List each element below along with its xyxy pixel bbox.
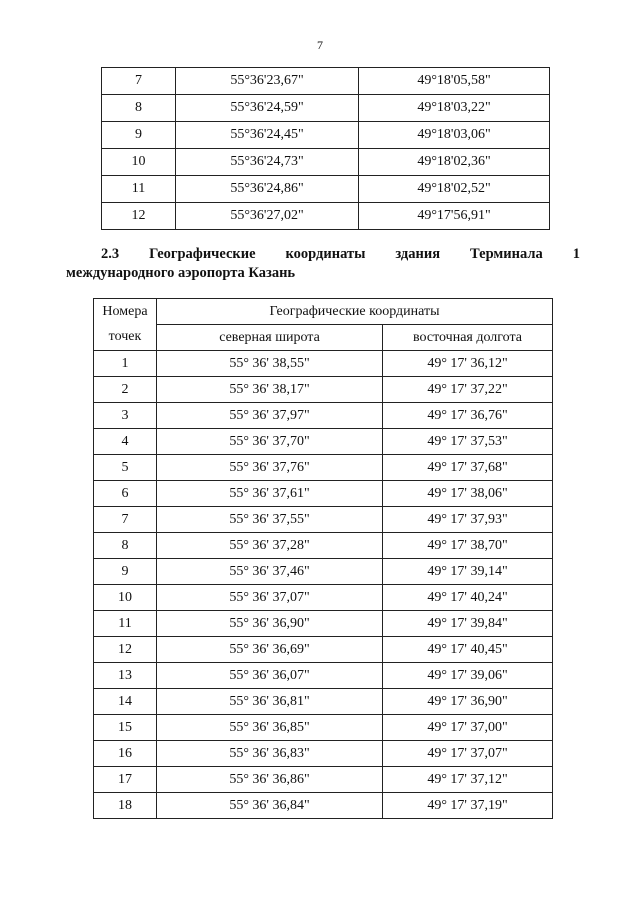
longitude-cell: 49°17'56,91" [359,203,550,230]
section-title-word: координаты [285,246,366,262]
table-row [94,715,553,741]
terminal-coordinates-table [93,298,553,819]
longitude-cell: 49° 17' 36,90" [383,689,553,715]
table-row [102,149,550,176]
latitude-cell: 55° 36' 38,17" [157,377,383,403]
latitude-cell: 55°36'24,59" [176,95,359,122]
longitude-column-header: восточная долгота [383,325,553,351]
latitude-cell: 55°36'24,73" [176,149,359,176]
latitude-cell: 55° 36' 38,55" [157,351,383,377]
longitude-cell: 49° 17' 38,06" [383,481,553,507]
longitude-cell: 49° 17' 39,14" [383,559,553,585]
latitude-cell: 55°36'23,67" [176,68,359,95]
latitude-cell: 55° 36' 36,83" [157,741,383,767]
table-row [94,793,553,819]
table-row [94,507,553,533]
table-row [94,403,553,429]
longitude-cell: 49° 17' 40,24" [383,585,553,611]
point-number-cell: 8 [94,533,157,559]
point-number-cell: 11 [94,611,157,637]
longitude-cell: 49° 17' 37,53" [383,429,553,455]
longitude-cell: 49° 17' 39,06" [383,663,553,689]
point-number-cell: 10 [94,585,157,611]
section-number: 2.3 [101,246,120,262]
coordinates-table-body [102,68,550,230]
latitude-cell: 55° 36' 37,07" [157,585,383,611]
coordinates-table-continued [101,67,550,230]
longitude-cell: 49° 17' 37,00" [383,715,553,741]
point-number-cell: 15 [94,715,157,741]
latitude-cell: 55° 36' 36,07" [157,663,383,689]
coordinates-group-header: Географические координаты [157,299,553,325]
section-title-word: Географические [149,246,256,262]
table-row [102,176,550,203]
points-column-header: Номера [94,299,157,325]
point-number-cell: 2 [94,377,157,403]
table-row [94,481,553,507]
table-row [94,637,553,663]
table-header-row [94,299,553,325]
latitude-cell: 55° 36' 37,76" [157,455,383,481]
table-row [102,68,550,95]
table-row [94,767,553,793]
point-number-cell: 8 [102,95,176,122]
table-row [102,95,550,122]
longitude-cell: 49°18'03,22" [359,95,550,122]
point-number-cell: 1 [94,351,157,377]
longitude-cell: 49° 17' 37,12" [383,767,553,793]
latitude-cell: 55° 36' 36,81" [157,689,383,715]
longitude-cell: 49° 17' 39,84" [383,611,553,637]
longitude-cell: 49° 17' 37,19" [383,793,553,819]
point-number-cell: 12 [102,203,176,230]
section-title-word: Терминала [470,246,543,262]
table-row [94,377,553,403]
latitude-cell: 55°36'27,02" [176,203,359,230]
table-row [94,611,553,637]
latitude-cell: 55°36'24,45" [176,122,359,149]
latitude-cell: 55° 36' 37,70" [157,429,383,455]
point-number-cell: 16 [94,741,157,767]
page-number: 7 [317,38,323,52]
table-row [94,741,553,767]
point-number-cell: 6 [94,481,157,507]
point-number-cell: 13 [94,663,157,689]
table-row [94,455,553,481]
point-number-cell: 9 [94,559,157,585]
point-number-cell: 11 [102,176,176,203]
table-row [94,663,553,689]
points-column-header-continued: точек [94,325,157,351]
longitude-cell: 49° 17' 36,12" [383,351,553,377]
table-row [94,559,553,585]
latitude-cell: 55° 36' 36,84" [157,793,383,819]
longitude-cell: 49°18'03,06" [359,122,550,149]
point-number-cell: 14 [94,689,157,715]
longitude-cell: 49° 17' 38,70" [383,533,553,559]
longitude-cell: 49° 17' 36,76" [383,403,553,429]
longitude-cell: 49°18'05,58" [359,68,550,95]
point-number-cell: 3 [94,403,157,429]
point-number-cell: 18 [94,793,157,819]
section-heading [66,245,580,283]
longitude-cell: 49° 17' 37,93" [383,507,553,533]
latitude-column-header: северная широта [157,325,383,351]
table-row [94,689,553,715]
point-number-cell: 9 [102,122,176,149]
table-row [102,203,550,230]
longitude-cell: 49° 17' 37,68" [383,455,553,481]
longitude-cell: 49° 17' 37,22" [383,377,553,403]
table-row [94,585,553,611]
point-number-cell: 5 [94,455,157,481]
latitude-cell: 55° 36' 36,85" [157,715,383,741]
point-number-cell: 10 [102,149,176,176]
latitude-cell: 55° 36' 36,86" [157,767,383,793]
latitude-cell: 55° 36' 37,61" [157,481,383,507]
latitude-cell: 55°36'24,86" [176,176,359,203]
table-row [94,429,553,455]
table-row [94,533,553,559]
terminal-coordinates-body [94,351,553,819]
longitude-cell: 49° 17' 37,07" [383,741,553,767]
latitude-cell: 55° 36' 36,90" [157,611,383,637]
longitude-cell: 49°18'02,36" [359,149,550,176]
table-row [102,122,550,149]
latitude-cell: 55° 36' 37,46" [157,559,383,585]
point-number-cell: 12 [94,637,157,663]
point-number-cell: 17 [94,767,157,793]
section-heading-line-2: международного аэропорта Казань [66,265,296,281]
latitude-cell: 55° 36' 36,69" [157,637,383,663]
point-number-cell: 4 [94,429,157,455]
section-title-word: 1 [572,246,580,262]
table-subheader-row [94,325,553,351]
longitude-cell: 49°18'02,52" [359,176,550,203]
latitude-cell: 55° 36' 37,55" [157,507,383,533]
section-heading-line-1 [101,245,580,264]
point-number-cell: 7 [102,68,176,95]
longitude-cell: 49° 17' 40,45" [383,637,553,663]
section-title-word: здания [395,246,441,262]
point-number-cell: 7 [94,507,157,533]
table-row [94,351,553,377]
latitude-cell: 55° 36' 37,28" [157,533,383,559]
latitude-cell: 55° 36' 37,97" [157,403,383,429]
